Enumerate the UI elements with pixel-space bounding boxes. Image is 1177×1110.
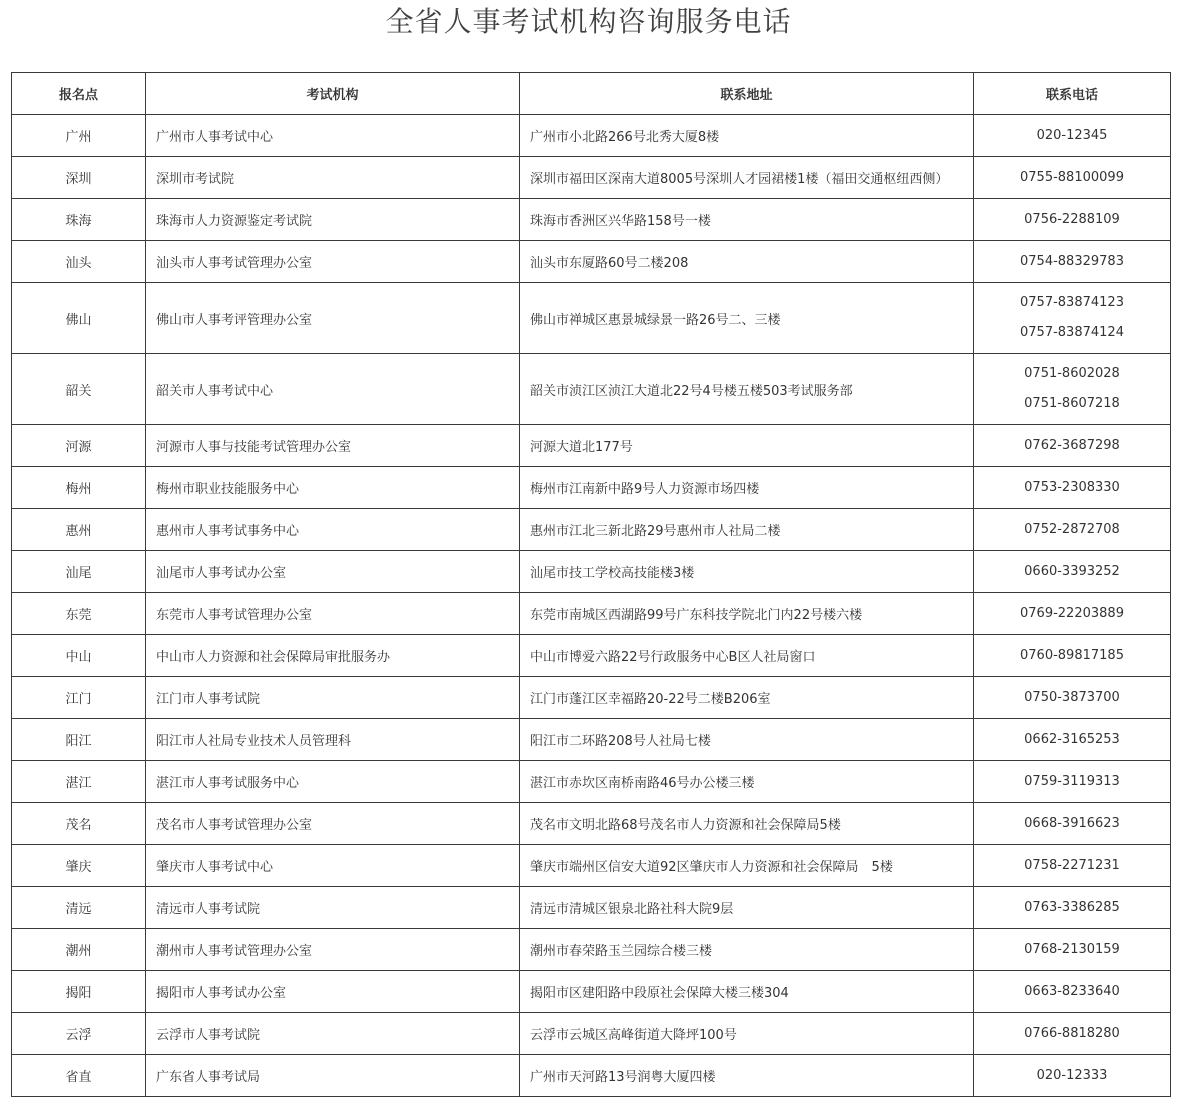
table-row [12,157,1171,199]
city-cell: 省直 [12,1055,146,1097]
city-cell: 佛山 [12,283,146,354]
org-cell: 梅州市职业技能服务中心 [146,467,520,509]
phone-number: 0662-3165253 [1024,731,1120,747]
phone-number: 0766-8818280 [1024,1025,1120,1041]
address-cell: 潮州市春荣路玉兰园综合楼三楼 [520,929,974,971]
org-cell: 云浮市人事考试院 [146,1013,520,1055]
city-cell: 肇庆 [12,845,146,887]
table-row [12,593,1171,635]
address-cell: 深圳市福田区深南大道8005号深圳人才园裙楼1楼（福田交通枢纽西侧） [520,157,974,199]
phone-number: 0758-2271231 [1024,857,1120,873]
table-row [12,199,1171,241]
org-cell: 佛山市人事考评管理办公室 [146,283,520,354]
address-cell: 揭阳市区建阳路中段原社会保障大楼三楼304 [520,971,974,1013]
table-row [12,929,1171,971]
phone-number: 0760-89817185 [1020,647,1124,663]
city-cell: 中山 [12,635,146,677]
phone-cell [974,199,1171,241]
phone-number: 0768-2130159 [1024,941,1120,957]
org-cell: 广东省人事考试局 [146,1055,520,1097]
table-row [12,971,1171,1013]
phone-number: 0663-8233640 [1024,983,1120,999]
table-body [12,115,1171,1097]
table-row [12,1013,1171,1055]
phone-number: 020-12333 [1036,1067,1108,1083]
phone-number: 0755-88100099 [1020,169,1124,185]
address-cell: 东莞市南城区西湖路99号广东科技学院北门内22号楼六楼 [520,593,974,635]
phone-cell [974,354,1171,425]
table-row [12,241,1171,283]
exam-office-directory-table [11,72,1171,1097]
phone-number: 0763-3386285 [1024,899,1120,915]
phone-cell [974,1013,1171,1055]
city-cell: 揭阳 [12,971,146,1013]
city-cell: 广州 [12,115,146,157]
org-cell: 珠海市人力资源鉴定考试院 [146,199,520,241]
city-cell: 惠州 [12,509,146,551]
city-cell: 汕尾 [12,551,146,593]
org-cell: 茂名市人事考试管理办公室 [146,803,520,845]
phone-number: 0753-2308330 [1024,479,1120,495]
org-cell: 江门市人事考试院 [146,677,520,719]
address-cell: 茂名市文明北路68号茂名市人力资源和社会保障局5楼 [520,803,974,845]
phone-cell [974,551,1171,593]
phone-cell [974,719,1171,761]
city-cell: 东莞 [12,593,146,635]
phone-cell [974,845,1171,887]
phone-cell [974,929,1171,971]
address-cell: 云浮市云城区高峰街道大降坪100号 [520,1013,974,1055]
org-cell: 阳江市人社局专业技术人员管理科 [146,719,520,761]
phone-cell [974,971,1171,1013]
table-row [12,509,1171,551]
phone-number: 0750-3873700 [1024,689,1120,705]
table-row [12,354,1171,425]
table-row [12,425,1171,467]
header-phone: 联系电话 [974,73,1171,115]
phone-cell [974,157,1171,199]
city-cell: 汕头 [12,241,146,283]
org-cell: 清远市人事考试院 [146,887,520,929]
city-cell: 韶关 [12,354,146,425]
org-cell: 河源市人事与技能考试管理办公室 [146,425,520,467]
phone-number: 0754-88329783 [1020,253,1124,269]
table-row [12,803,1171,845]
phone-number: 0757-83874124 [1020,325,1124,340]
header-city: 报名点 [12,73,146,115]
address-cell: 江门市蓬江区幸福路20-22号二楼B206室 [520,677,974,719]
address-cell: 广州市小北路266号北秀大厦8楼 [520,115,974,157]
header-org: 考试机构 [146,73,520,115]
table-row [12,1055,1171,1097]
phone-number: 0756-2288109 [1024,211,1120,227]
phone-cell [974,761,1171,803]
city-cell: 潮州 [12,929,146,971]
address-cell: 广州市天河路13号润粤大厦四楼 [520,1055,974,1097]
org-cell: 汕头市人事考试管理办公室 [146,241,520,283]
org-cell: 汕尾市人事考试办公室 [146,551,520,593]
org-cell: 惠州市人事考试事务中心 [146,509,520,551]
table-row [12,635,1171,677]
table-row [12,551,1171,593]
table-row [12,845,1171,887]
phone-cell [974,887,1171,929]
table-row [12,761,1171,803]
phone-cell [974,1055,1171,1097]
city-cell: 江门 [12,677,146,719]
city-cell: 湛江 [12,761,146,803]
table-row [12,719,1171,761]
address-cell: 清远市清城区银泉北路社科大院9层 [520,887,974,929]
org-cell: 潮州市人事考试管理办公室 [146,929,520,971]
address-cell: 惠州市江北三新北路29号惠州市人社局二楼 [520,509,974,551]
table-header [12,73,1171,115]
header-address: 联系地址 [520,73,974,115]
phone-number: 0751-8607218 [1024,396,1120,411]
org-cell: 肇庆市人事考试中心 [146,845,520,887]
city-cell: 清远 [12,887,146,929]
table-row [12,283,1171,354]
phone-number: 0769-22203889 [1020,605,1124,621]
org-cell: 韶关市人事考试中心 [146,354,520,425]
phone-cell [974,241,1171,283]
address-cell: 湛江市赤坎区南桥南路46号办公楼三楼 [520,761,974,803]
table-row [12,115,1171,157]
org-cell: 广州市人事考试中心 [146,115,520,157]
phone-number: 0660-3393252 [1024,563,1120,579]
phone-number: 0759-3119313 [1024,773,1120,789]
city-cell: 阳江 [12,719,146,761]
phone-cell [974,283,1171,354]
address-cell: 珠海市香洲区兴华路158号一楼 [520,199,974,241]
address-cell: 佛山市禅城区惠景城绿景一路26号二、三楼 [520,283,974,354]
table-row [12,887,1171,929]
phone-cell [974,593,1171,635]
address-cell: 阳江市二环路208号人社局七楼 [520,719,974,761]
phone-number: 0751-8602028 [1024,366,1120,381]
city-cell: 梅州 [12,467,146,509]
org-cell: 中山市人力资源和社会保障局审批服务办 [146,635,520,677]
phone-number: 020-12345 [1036,127,1108,143]
address-cell: 汕头市东厦路60号二楼208 [520,241,974,283]
table-row [12,467,1171,509]
header-row [12,73,1171,115]
city-cell: 云浮 [12,1013,146,1055]
address-cell: 河源大道北177号 [520,425,974,467]
page-title: 全省人事考试机构咨询服务电话 [385,5,792,38]
org-cell: 深圳市考试院 [146,157,520,199]
address-cell: 韶关市浈江区浈江大道北22号4号楼五楼503考试服务部 [520,354,974,425]
org-cell: 揭阳市人事考试办公室 [146,971,520,1013]
phone-cell [974,467,1171,509]
city-cell: 河源 [12,425,146,467]
phone-number: 0668-3916623 [1024,815,1120,831]
phone-cell [974,803,1171,845]
phone-cell [974,115,1171,157]
phone-cell [974,635,1171,677]
org-cell: 湛江市人事考试服务中心 [146,761,520,803]
address-cell: 梅州市江南新中路9号人力资源市场四楼 [520,467,974,509]
phone-number: 0757-83874123 [1020,295,1124,310]
org-cell: 东莞市人事考试管理办公室 [146,593,520,635]
phone-cell [974,677,1171,719]
phone-cell [974,425,1171,467]
city-cell: 珠海 [12,199,146,241]
city-cell: 茂名 [12,803,146,845]
phone-number: 0752-2872708 [1024,521,1120,537]
city-cell: 深圳 [12,157,146,199]
address-cell: 汕尾市技工学校高技能楼3楼 [520,551,974,593]
address-cell: 肇庆市端州区信安大道92区肇庆市人力资源和社会保障局 5楼 [520,845,974,887]
phone-number: 0762-3687298 [1024,437,1120,453]
phone-cell [974,509,1171,551]
table-row [12,677,1171,719]
address-cell: 中山市博爱六路22号行政服务中心B区人社局窗口 [520,635,974,677]
